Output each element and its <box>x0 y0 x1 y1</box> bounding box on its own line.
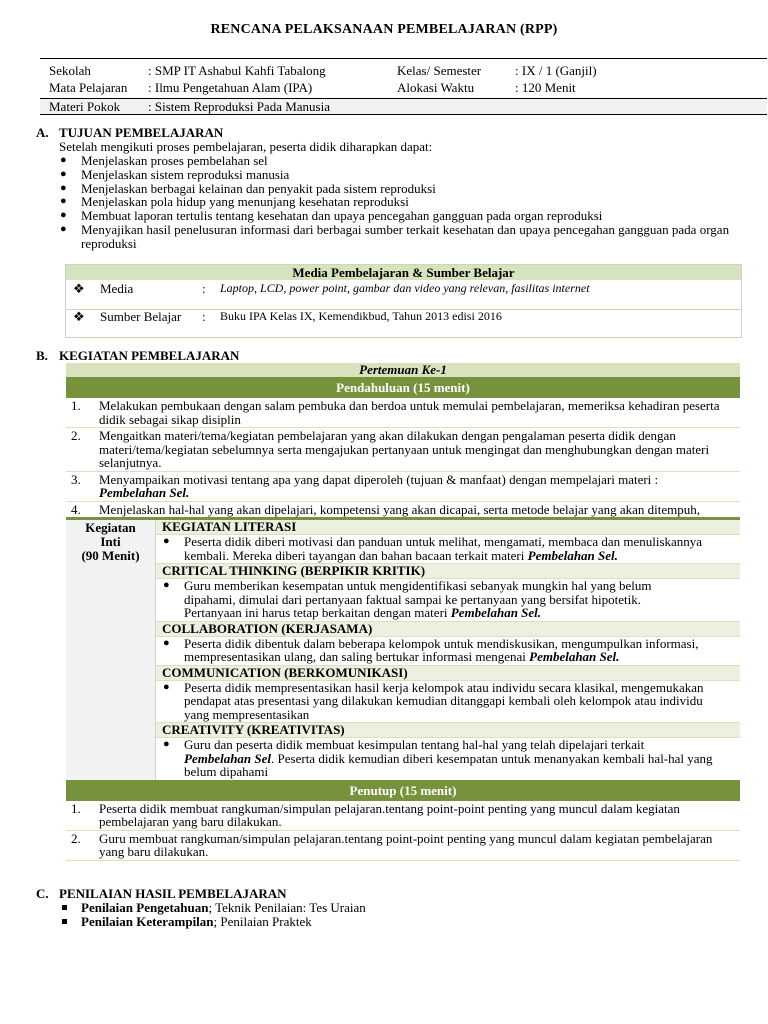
bullet-icon: ● <box>60 167 67 180</box>
identity-row-sekolah <box>40 62 767 79</box>
media-label: Media <box>100 281 134 296</box>
list-item: ● Peserta didik mempresentasikan hasil kerja kelompok atau individu secara klasikal, mengemukakan pendapat atas presentasi yang dilakukan kemudian ditanggapi kembali oleh kelompok atau individu yang mempresentasikan <box>156 681 740 724</box>
sumber-row <box>66 309 741 337</box>
critical-thinking-heading: CRITICAL THINKING (BERPIKIR KRITIK) <box>156 564 740 579</box>
table-row: 1. Melakukan pembukaan dengan salam pembuka dan berdoa untuk memulai pembelajaran, memeriksa kehadiran peserta didik sebagai sikap disiplin <box>66 398 740 428</box>
list-item: ● Menjelaskan pola hidup yang menunjang kesehatan reproduksi <box>60 194 409 210</box>
materi-value: : Sistem Reproduksi Pada Manusia <box>148 99 330 114</box>
alokasi-label: Alokasi Waktu <box>397 80 475 95</box>
inti-label: Kegiatan Inti (90 Menit) <box>66 520 156 780</box>
bullet-icon: ● <box>60 195 67 208</box>
penilaian-list <box>59 901 366 929</box>
bullet-icon: ● <box>163 636 170 649</box>
sekolah-value: : SMP IT Ashabul Kahfi Tabalong <box>148 63 326 78</box>
bullet-icon: ● <box>163 535 170 547</box>
section-c-letter: C. <box>36 886 49 901</box>
sumber-colon: : <box>202 309 206 324</box>
table-row: 2. Mengaitkan materi/tema/kegiatan pembelajaran yang akan dilakukan dengan pengalaman peserta didik dengan materi/tema/kegiatan sebelumnya serta mengajukan pertanyaan untuk mengingat dan menghubungkan dengan materi selanjutnya. <box>66 428 740 472</box>
media-colon: : <box>202 281 206 296</box>
collaboration-heading: COLLABORATION (KERJASAMA) <box>156 622 740 637</box>
section-b-letter: B. <box>36 348 48 363</box>
identity-table <box>40 58 767 115</box>
bullet-icon: ● <box>60 222 67 235</box>
section-c-title: PENILAIAN HASIL PEMBELAJARAN <box>59 886 287 901</box>
list-item: ● Menjelaskan berbagai kelainan dan penyakit pada sistem reproduksi <box>60 180 436 196</box>
list-item: ● Guru memberikan kesempatan untuk mengidentifikasi sebanyak mungkin hal yang belum dipahami, dimulai dari pertanyaan faktual sampai ke pertanyaan yang bersifat hipotetik. Pertanyaan ini harus tetap berkaitan dengan materi Pembelahan Sel. <box>156 579 740 622</box>
list-item: ● Guru dan peserta didik membuat kesimpulan tentang hal-hal yang telah dipelajari terkait Pembelahan Sel. Peserta didik kemudian diberi kesempatan untuk menanyakan kembali hal-hal yang belum dipahami <box>163 737 713 779</box>
creativity-heading: CREATIVITY (KREATIVITAS) <box>156 723 740 738</box>
list-item: Penilaian Pengetahuan; Teknik Penilaian: Tes Uraian <box>59 901 366 915</box>
bullet-icon: ● <box>163 680 170 693</box>
section-a-title: TUJUAN PEMBELAJARAN <box>59 125 224 140</box>
square-bullet-icon <box>62 919 67 924</box>
list-item: ● Menyajikan hasil penelusuran informasi dari berbagai sumber terkait kesehatan dan upaya pencegahan gangguan pada organ reproduksi <box>60 221 730 251</box>
sumber-value: Buku IPA Kelas IX, Kemendikbud, Tahun 2013 edisi 2016 <box>220 309 502 323</box>
list-item: ● Menjelaskan proses pembelahan sel <box>60 153 268 168</box>
kelas-value: : IX / 1 (Ganjil) <box>515 63 597 78</box>
meeting-header: Pertemuan Ke-1 <box>66 363 740 377</box>
kegiatan-table <box>66 363 740 861</box>
communication-heading: COMMUNICATION (BERKOMUNIKASI) <box>156 666 740 681</box>
mapel-value: : Ilmu Pengetahuan Alam (IPA) <box>148 80 313 95</box>
mapel-label: Mata Pelajaran <box>49 80 128 95</box>
sumber-label: Sumber Belajar <box>100 309 182 324</box>
kegiatan-inti <box>66 517 740 780</box>
kelas-label: Kelas/ Semester <box>397 63 482 78</box>
bullet-icon: ● <box>163 738 170 750</box>
document-title: RENCANA PELAKSANAAN PEMBELAJARAN (RPP) <box>210 22 558 37</box>
identity-row-mapel <box>40 79 767 96</box>
penutup-band: Penutup (15 menit) <box>66 780 740 801</box>
identity-row-materi <box>40 98 767 115</box>
list-item: ● Peserta didik diberi motivasi dan panduan untuk melihat, mengamati, membaca dan menuliskannya kembali. Mereka diberi tayangan dan bahan bacaan terkait materi Pembelahan Sel. <box>156 535 740 564</box>
section-b-heading <box>36 348 239 364</box>
list-item: Penilaian Keterampilan; Penilaian Praktek <box>59 915 366 929</box>
bullet-icon: ● <box>60 209 67 222</box>
media-header: Media Pembelajaran & Sumber Belajar <box>66 265 741 280</box>
table-row: 3. Menyampaikan motivasi tentang apa yang dapat diperoleh (tujuan & manfaat) dengan mempelajari materi : Pembelahan Sel. <box>66 472 740 502</box>
literasi-heading: KEGIATAN LITERASI <box>156 520 740 535</box>
alokasi-value: : 120 Menit <box>515 80 576 95</box>
list-item: ● Peserta didik dibentuk dalam beberapa kelompok untuk mendiskusikan, mengumpulkan informasi, mempresentasikan ulang, dan saling bertukar informasi mengenai Pembelahan Sel. <box>156 637 740 666</box>
media-table <box>65 264 742 338</box>
bullet-icon: ● <box>60 181 67 194</box>
diamond-bullet-icon: ❖ <box>73 281 85 296</box>
section-a-letter: A. <box>36 125 49 140</box>
diamond-bullet-icon: ❖ <box>73 309 85 324</box>
list-item: ● Menjelaskan sistem reproduksi manusia <box>60 166 290 182</box>
table-row: 1. Peserta didik membuat rangkuman/simpulan pelajaran.tentang point-point penting yang muncul dalam kegiatan pembelajaran yang baru dilakukan. <box>66 801 740 831</box>
table-row: 2. Guru membuat rangkuman/simpulan pelajaran.tentang point-point penting yang muncul dalam kegiatan pembelajaran yang baru dilakukan. <box>66 831 740 861</box>
pendahuluan-band: Pendahuluan (15 menit) <box>66 377 740 398</box>
section-a-intro: Setelah mengikuti proses pembelajaran, peserta didik diharapkan dapat: <box>59 139 433 154</box>
inti-body <box>156 520 740 780</box>
bullet-icon: ● <box>163 579 170 591</box>
bullet-icon: ● <box>60 154 67 166</box>
tujuan-list <box>57 154 739 251</box>
table-row: 4. Menjelaskan hal-hal yang akan dipelajari, kompetensi yang akan dicapai, serta metode belajar yang akan ditempuh, <box>71 501 701 517</box>
media-value: Laptop, LCD, power point, gambar dan video yang relevan, fasilitas internet <box>220 281 590 295</box>
list-item: ● Membuat laporan tertulis tentang kesehatan dan upaya pencegahan gangguan pada organ reproduksi <box>60 208 603 224</box>
sekolah-label: Sekolah <box>49 63 91 78</box>
section-b-title: KEGIATAN PEMBELAJARAN <box>59 348 240 363</box>
media-row <box>66 281 741 310</box>
materi-label: Materi Pokok <box>49 99 121 114</box>
square-bullet-icon <box>62 905 67 910</box>
